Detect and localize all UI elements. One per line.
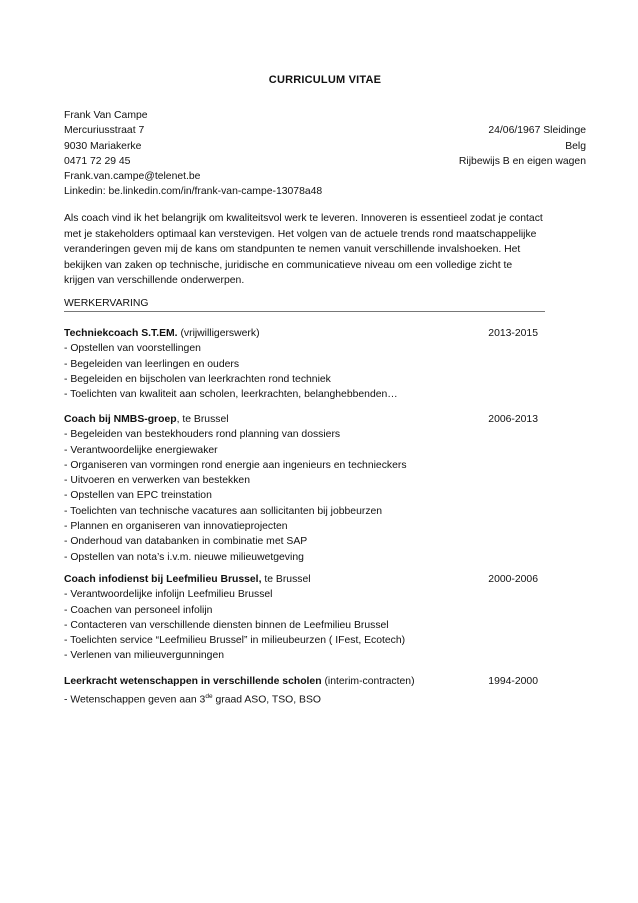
job-title-line [64,326,260,341]
job-task: - Toelichten van kwaliteit aan scholen, leerkrachten, belanghebbenden… [64,389,398,401]
job-task: - Begeleiden van bestekhouders rond planning van dossiers [64,429,341,441]
contact-birth: 24/06/1967 Sleidinge [488,125,586,137]
job-title-line [64,572,311,587]
job-task: - Onderhoud van databanken in combinatie met SAP [64,536,308,548]
contact-name: Frank Van Campe [64,110,148,121]
job-title-suffix: (interim-contracten) [321,676,415,687]
job-period: 2000-2006 [488,574,538,585]
job-task: - Contacteren van verschillende diensten binnen de Leefmilieu Brussel [64,619,389,631]
job-header [64,412,538,427]
job-title: Techniekcoach S.T.EM. [64,328,178,339]
job-title: Coach infodienst bij Leefmilieu Brussel, [64,574,262,585]
job-title: Leerkracht wetenschappen in verschillende scholen [64,676,322,687]
job-task: - Coachen van personeel infolijn [64,604,213,616]
job-entry [64,572,538,664]
job-task-text-end: graad ASO, TSO, BSO [212,694,321,706]
job-task: - Verantwoordelijke energiewaker [64,444,218,456]
job-task: - Toelichten service “Leefmilieu Brussel” in milieubeurzen ( IFest, Ecotech) [64,635,406,647]
job-task-list [64,689,538,708]
job-task-list [64,587,538,663]
job-task: - Begeleiden van leerlingen en ouders [64,358,240,370]
job-period: 2013-2015 [488,328,538,339]
job-task: - Uitvoeren en verwerken van bestekken [64,475,250,487]
contact-city: 9030 Mariakerke [64,140,142,152]
job-title-line [64,674,415,689]
job-header [64,572,538,587]
job-period: 2006-2013 [488,414,538,425]
job-entry [64,674,538,708]
job-task: - Begeleiden en bijscholen van leerkrachten rond techniek [64,373,331,385]
job-title: Coach bij NMBS-groep [64,414,177,425]
job-task: - Toelichten van technische vacatures aan sollicitanten bij jobbeurzen [64,505,383,517]
job-period: 1994-2000 [488,676,538,687]
ordinal-suffix: de [205,693,213,701]
job-header [64,674,538,689]
job-header [64,326,538,341]
job-title-line [64,412,229,427]
contact-row-1 [64,123,586,138]
job-task-list [64,427,538,565]
job-task-list [64,341,538,402]
job-title-suffix: , te Brussel [176,414,229,425]
contact-phone: 0471 72 29 45 [64,155,131,167]
contact-linkedin[interactable]: Linkedin: be.linkedin.com/in/frank-van-campe-13078a48 [64,186,323,198]
job-task: - Opstellen van voorstellingen [64,343,201,355]
job-task: - Verlenen van milieuvergunningen [64,650,225,662]
contact-row-2 [64,139,586,154]
job-entry [64,412,538,565]
document-title: CURRICULUM VITAE [268,74,382,86]
job-task-text: - Wetenschappen geven aan 3 [64,694,206,706]
section-title-werkervaring: WERKERVARING [64,298,545,312]
contact-row-3 [64,154,586,169]
contact-nationality: Belg [565,140,586,152]
job-entry [64,326,538,402]
job-task: - Plannen en organiseren van innovatieprojecten [64,521,288,533]
contact-block [64,108,586,200]
contact-license: Rijbewijs B en eigen wagen [458,155,586,167]
job-title-suffix: te Brussel [261,574,311,585]
contact-email[interactable]: Frank.van.campe@telenet.be [64,171,201,183]
job-title-suffix: (vrijwilligerswerk) [177,328,260,339]
job-task: - Verantwoordelijke infolijn Leefmilieu Brussel [64,589,273,601]
job-task: - Organiseren van vormingen rond energie aan ingenieurs en technieckers [64,459,407,471]
job-task [64,689,538,708]
intro-paragraph: Als coach vind ik het belangrijk om kwaliteitsvol werk te leveren. Innoveren is essentieel zodat je contact met je stakeholders optimaal kan verstevigen. Het volgen van de actuele trends rond maatschappelijke veranderingen geven mij de kans om standpunten te nemen vanuit verschillende invalshoeken. Het bekijken van zaken op technische, juridische en communicatieve niveau om een volledige zicht te krijgen van verschillende onderwerpen. [64,213,543,287]
contact-street: Mercuriusstraat 7 [64,125,145,137]
job-task: - Opstellen van nota’s i.v.m. nieuwe milieuwetgeving [64,551,304,563]
job-task: - Opstellen van EPC treinstation [64,490,212,502]
